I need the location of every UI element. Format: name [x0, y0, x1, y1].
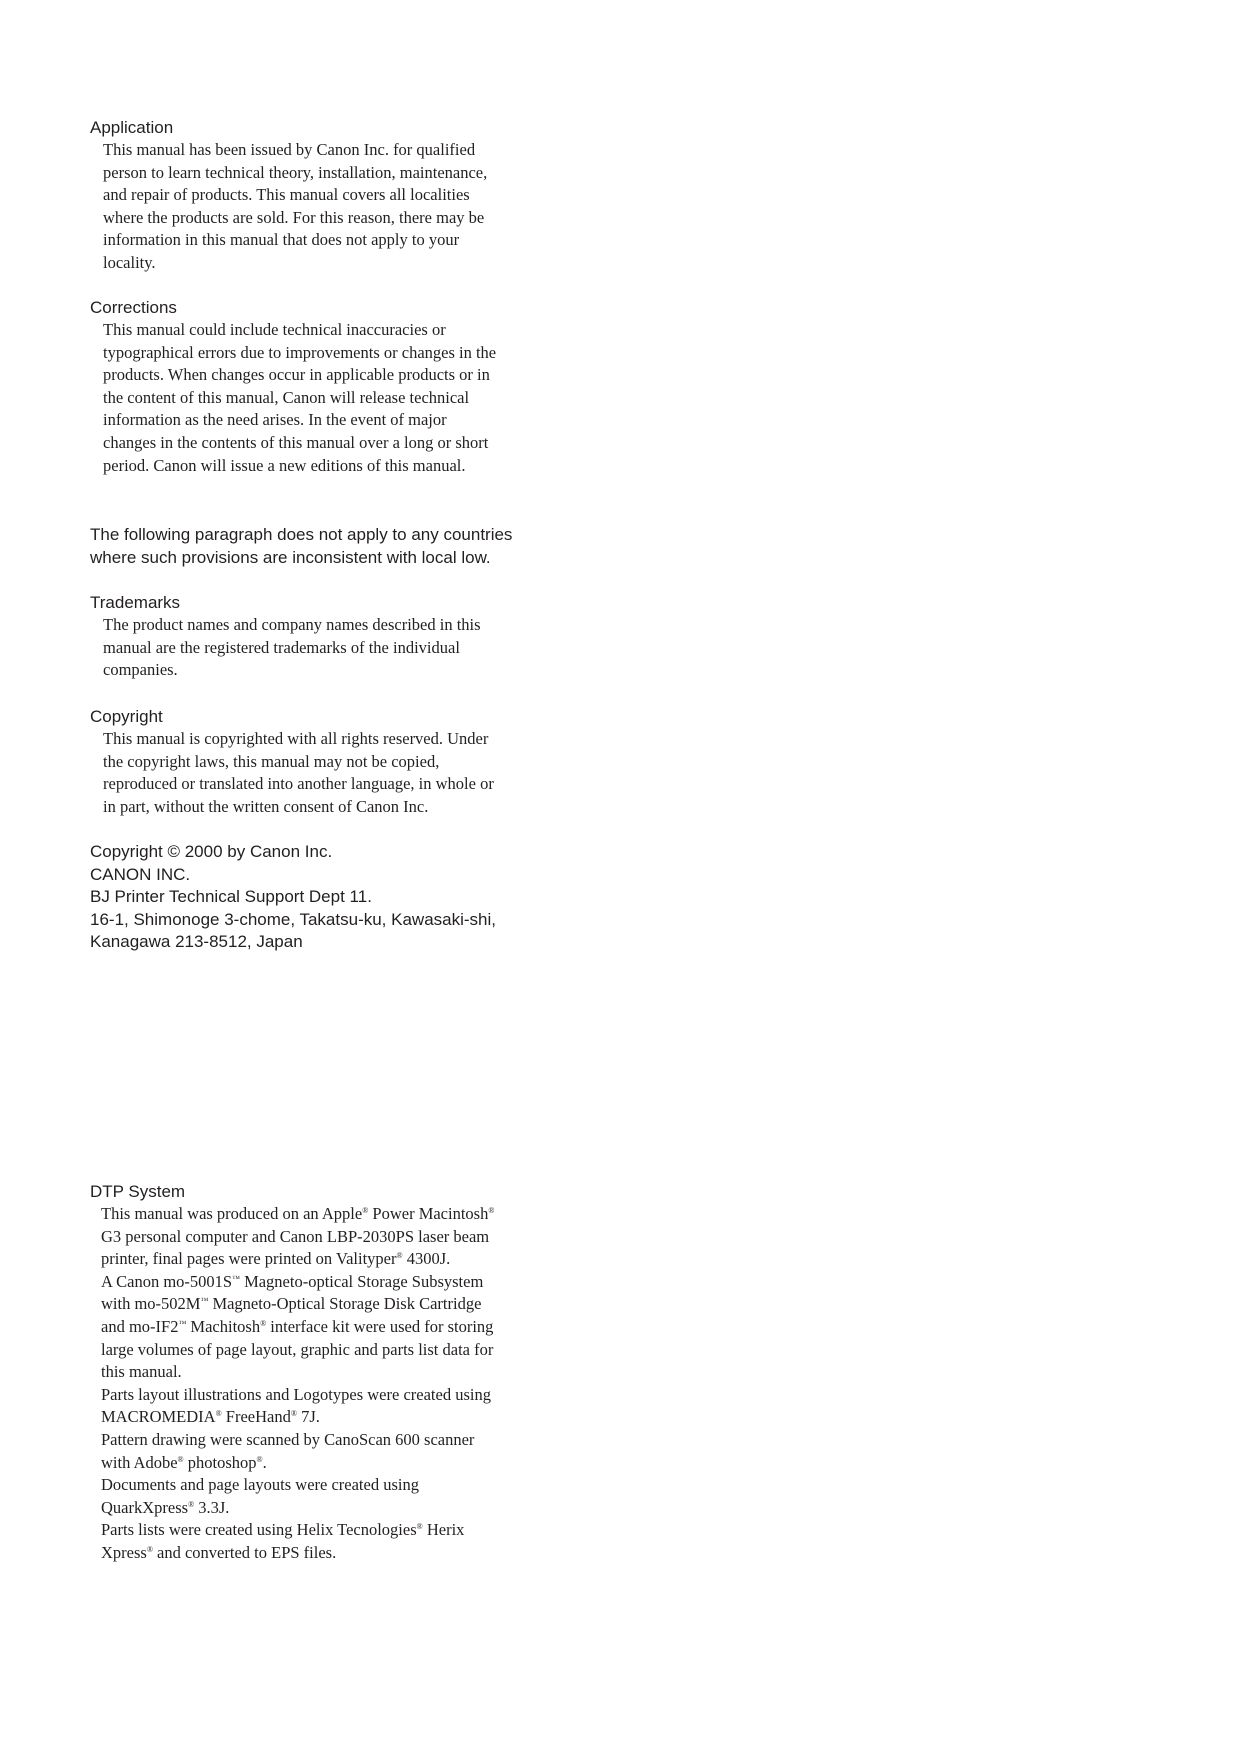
body-line: The product names and company names described in this — [103, 615, 481, 634]
body-text-fragment: Machitosh — [186, 1316, 261, 1336]
body-line: information in this manual that does not apply to your — [103, 230, 460, 250]
body-text-fragment: interface kit were used for storing — [266, 1316, 494, 1336]
copyright-notice: Copyright © 2000 by Canon Inc. — [90, 842, 333, 861]
body-line: person to learn technical theory, installation, maintenance, — [103, 162, 488, 182]
registered-mark: ® — [146, 1544, 153, 1554]
body-text-fragment: and converted to EPS files. — [152, 1542, 337, 1562]
notice-line: where such provisions are inconsistent with local low. — [90, 547, 491, 567]
body-line — [101, 1339, 610, 1362]
registered-mark: ® — [256, 1454, 263, 1464]
body-line — [101, 1497, 610, 1520]
section-body-trademarks — [103, 614, 610, 682]
registered-mark: ® — [177, 1454, 184, 1464]
body-text-fragment: This manual was produced on an Apple — [101, 1204, 363, 1223]
trademark-mark: ™ — [178, 1318, 187, 1328]
body-line: locality. — [103, 252, 156, 272]
body-text-fragment: Power Macintosh — [368, 1204, 489, 1223]
section-body-copyright — [103, 728, 610, 818]
body-line: information as the need arises. In the event of major — [103, 410, 447, 430]
body-text-fragment: 4300J. — [402, 1249, 451, 1269]
body-line — [101, 1203, 610, 1226]
body-text-fragment: . — [262, 1452, 267, 1472]
company-department: BJ Printer Technical Support Dept 11. — [90, 887, 372, 907]
body-line: This manual has been issued by Canon Inc. for qualified — [103, 140, 476, 159]
body-line: and repair of products. This manual covers all localities — [103, 185, 470, 205]
section-heading-application: Application — [90, 118, 174, 137]
body-line — [101, 1248, 610, 1271]
registered-mark: ® — [215, 1409, 222, 1419]
body-text-fragment: A Canon mo-5001S — [101, 1271, 233, 1291]
body-line: the copyright laws, this manual may not be copied, — [103, 751, 440, 771]
body-text-fragment: Xpress — [101, 1542, 147, 1562]
registered-mark: ® — [290, 1409, 297, 1419]
body-text-fragment: FreeHand — [221, 1407, 291, 1427]
body-line — [101, 1406, 610, 1429]
registered-mark: ® — [488, 1206, 495, 1215]
trademark-mark: ™ — [200, 1296, 209, 1306]
body-text-fragment: Pattern drawing were scanned by CanoScan 600 scanner — [101, 1429, 475, 1449]
body-line: This manual could include technical inaccuracies or — [103, 320, 446, 339]
body-text-fragment: and mo-IF2 — [101, 1316, 179, 1336]
body-text-fragment: Documents and page layouts were created using — [101, 1475, 419, 1495]
company-name: CANON INC. — [90, 864, 191, 884]
registered-mark: ® — [396, 1251, 403, 1261]
section-heading-copyright: Copyright — [90, 707, 163, 726]
company-address-line: Kanagawa 213-8512, Japan — [90, 932, 303, 952]
body-text-fragment: QuarkXpress — [101, 1497, 189, 1517]
body-text-fragment: Herix — [422, 1520, 465, 1540]
body-text-fragment: photoshop — [183, 1452, 257, 1472]
body-text-fragment: Magneto-optical Storage Subsystem — [239, 1271, 484, 1291]
body-line: manual are the registered trademarks of the individual — [103, 637, 460, 657]
body-line: where the products are sold. For this reason, there may be — [103, 207, 485, 227]
section-heading-corrections: Corrections — [90, 298, 177, 317]
body-text-fragment: MACROMEDIA — [101, 1407, 216, 1427]
registered-mark: ® — [362, 1206, 369, 1215]
body-line — [101, 1384, 610, 1407]
section-dtp-system — [90, 1181, 610, 1565]
body-text-fragment: G3 personal computer and Canon LBP-2030PS laser beam — [101, 1226, 490, 1246]
body-text-fragment: Parts lists were created using Helix Tecnologies — [101, 1520, 417, 1540]
body-text-fragment: with Adobe — [101, 1452, 178, 1472]
body-text-fragment: 7J. — [296, 1407, 320, 1427]
section-trademarks — [90, 592, 610, 682]
body-text-fragment: 3.3J. — [194, 1497, 230, 1517]
body-line: companies. — [103, 660, 178, 680]
body-line: period. Canon will issue a new editions of this manual. — [103, 455, 466, 475]
body-line — [101, 1271, 610, 1294]
section-notice — [90, 524, 610, 569]
body-line: in part, without the written consent of Canon Inc. — [103, 796, 429, 816]
section-copyright — [90, 706, 610, 818]
section-body-dtp-system — [101, 1203, 610, 1565]
trademark-mark: ™ — [232, 1273, 240, 1283]
section-heading-dtp-system: DTP System — [90, 1182, 186, 1201]
body-line — [101, 1542, 610, 1565]
section-body-corrections — [103, 319, 610, 477]
body-line — [101, 1452, 610, 1475]
notice-line: The following paragraph does not apply to any countries — [90, 525, 513, 544]
body-line — [101, 1361, 610, 1384]
body-text-fragment: Parts layout illustrations and Logotypes were created using — [101, 1384, 491, 1404]
notice-paragraph — [90, 524, 610, 569]
section-corrections — [90, 297, 610, 477]
section-company-info — [90, 841, 610, 954]
body-text-fragment: large volumes of page layout, graphic and parts list data for — [101, 1339, 494, 1359]
body-line: reproduced or translated into another language, in whole or — [103, 774, 494, 794]
body-line — [101, 1474, 610, 1497]
body-line: products. When changes occur in applicable products or in — [103, 365, 490, 385]
company-info — [90, 841, 610, 954]
body-text-fragment: Magneto-Optical Storage Disk Cartridge — [208, 1294, 482, 1314]
body-line — [101, 1226, 610, 1249]
body-line — [101, 1519, 610, 1542]
registered-mark: ® — [188, 1499, 195, 1509]
body-line: typographical errors due to improvements or changes in the — [103, 342, 497, 362]
body-line: the content of this manual, Canon will release technical — [103, 387, 470, 407]
body-line — [101, 1316, 610, 1339]
body-line — [101, 1293, 610, 1316]
section-application — [90, 117, 610, 275]
company-address-line: 16-1, Shimonoge 3-chome, Takatsu-ku, Kawasaki-shi, — [90, 909, 496, 929]
registered-mark: ® — [416, 1522, 423, 1532]
body-text-fragment: this manual. — [101, 1362, 182, 1382]
registered-mark: ® — [260, 1318, 267, 1328]
body-text-fragment: with mo-502M — [101, 1294, 201, 1314]
section-body-application — [103, 139, 610, 275]
section-heading-trademarks: Trademarks — [90, 593, 181, 612]
body-line: changes in the contents of this manual over a long or short — [103, 432, 489, 452]
body-text-fragment: printer, final pages were printed on Valityper — [101, 1249, 397, 1269]
body-line: This manual is copyrighted with all rights reserved. Under — [103, 729, 489, 748]
body-line — [101, 1429, 610, 1452]
